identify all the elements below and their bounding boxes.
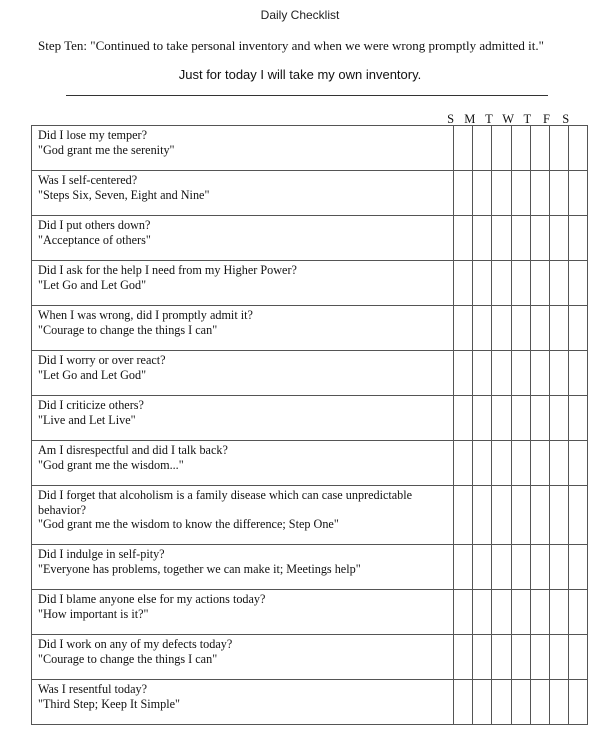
day-checkbox[interactable] (530, 306, 549, 351)
signature-line (66, 95, 548, 96)
question-text: Did I worry or over react? (38, 353, 166, 367)
question-cell (32, 216, 454, 261)
day-checkbox[interactable] (454, 261, 473, 306)
day-checkbox[interactable] (473, 261, 492, 306)
step-ten-text: Step Ten: "Continued to take personal inventory and when we were wrong promptly admitted it." (38, 38, 544, 53)
slogan-text: "Let Go and Let God" (38, 367, 147, 382)
day-checkbox[interactable] (530, 396, 549, 441)
day-checkbox[interactable] (473, 680, 492, 725)
day-checkbox[interactable] (492, 680, 511, 725)
question-text: Did I work on any of my defects today? (38, 637, 233, 651)
day-checkbox[interactable] (473, 171, 492, 216)
question-cell (32, 261, 454, 306)
day-checkbox[interactable] (454, 171, 473, 216)
table-row (32, 126, 588, 171)
question-text: Did I criticize others? (38, 398, 144, 412)
slogan-text: "Let Go and Let God" (38, 277, 147, 292)
question-cell (32, 635, 454, 680)
day-checkbox[interactable] (569, 126, 588, 171)
day-checkbox[interactable] (473, 441, 492, 486)
slogan-text: "God grant me the wisdom..." (38, 457, 184, 472)
question-text: Was I resentful today? (38, 682, 148, 696)
question-cell (32, 441, 454, 486)
day-checkbox[interactable] (473, 351, 492, 396)
table-row (32, 216, 588, 261)
day-checkbox[interactable] (511, 486, 530, 545)
day-checkbox[interactable] (492, 590, 511, 635)
table-row (32, 590, 588, 635)
day-checkbox[interactable] (511, 441, 530, 486)
slogan-text: "Third Step; Keep It Simple" (38, 696, 180, 711)
table-row (32, 545, 588, 590)
day-checkbox[interactable] (511, 680, 530, 725)
day-checkbox[interactable] (549, 680, 568, 725)
day-checkbox[interactable] (473, 396, 492, 441)
day-checkbox[interactable] (549, 441, 568, 486)
day-checkbox[interactable] (511, 545, 530, 590)
table-row (32, 486, 588, 545)
day-checkbox[interactable] (530, 261, 549, 306)
day-checkbox[interactable] (473, 216, 492, 261)
day-checkbox[interactable] (511, 351, 530, 396)
day-checkbox[interactable] (454, 635, 473, 680)
question-text: Was I self-centered? (38, 173, 138, 187)
day-header-sat: S (562, 112, 570, 126)
question-text: Did I ask for the help I need from my Higher Power? (38, 263, 297, 277)
question-text: Did I forget that alcoholism is a family disease which can case unpredictable behavior? (38, 488, 413, 517)
question-cell (32, 126, 454, 171)
question-text: Did I blame anyone else for my actions today? (38, 592, 266, 606)
table-row (32, 306, 588, 351)
day-header-tue: T (485, 112, 493, 126)
day-checkbox[interactable] (473, 590, 492, 635)
day-checkbox[interactable] (549, 635, 568, 680)
slogan-text: "Everyone has problems, together we can make it; Meetings help" (38, 561, 361, 576)
day-checkbox[interactable] (454, 216, 473, 261)
question-text: Did I put others down? (38, 218, 151, 232)
day-checkbox[interactable] (492, 126, 511, 171)
slogan-text: "Steps Six, Seven, Eight and Nine" (38, 187, 210, 202)
day-checkbox[interactable] (511, 590, 530, 635)
day-checkbox[interactable] (492, 306, 511, 351)
question-cell (32, 351, 454, 396)
slogan-text: "Acceptance of others" (38, 232, 151, 247)
day-checkbox[interactable] (530, 441, 549, 486)
slogan-text: "God grant me the wisdom to know the difference; Step One" (38, 517, 339, 532)
day-checkbox[interactable] (549, 171, 568, 216)
question-cell (32, 486, 454, 545)
day-checkbox[interactable] (569, 171, 588, 216)
table-row (32, 171, 588, 216)
day-checkbox[interactable] (549, 261, 568, 306)
day-checkbox[interactable] (454, 396, 473, 441)
day-checkbox[interactable] (569, 261, 588, 306)
day-checkbox[interactable] (549, 545, 568, 590)
day-checkbox[interactable] (511, 396, 530, 441)
day-checkbox[interactable] (569, 680, 588, 725)
question-cell (32, 306, 454, 351)
page-title: Daily Checklist (260, 8, 340, 22)
day-checkbox[interactable] (511, 306, 530, 351)
day-checkbox[interactable] (454, 680, 473, 725)
question-cell (32, 680, 454, 725)
day-checkbox[interactable] (473, 306, 492, 351)
day-checkbox[interactable] (549, 216, 568, 261)
table-row (32, 261, 588, 306)
slogan-text: "Courage to change the things I can" (38, 651, 218, 666)
day-checkbox[interactable] (530, 126, 549, 171)
day-checkbox[interactable] (569, 441, 588, 486)
day-checkbox[interactable] (454, 545, 473, 590)
table-row (32, 635, 588, 680)
question-text: Am I disrespectful and did I talk back? (38, 443, 228, 457)
day-checkbox[interactable] (549, 126, 568, 171)
day-checkbox[interactable] (473, 486, 492, 545)
table-row (32, 351, 588, 396)
day-checkbox[interactable] (454, 306, 473, 351)
checklist-table (31, 125, 588, 725)
day-checkbox[interactable] (530, 351, 549, 396)
day-checkbox[interactable] (530, 216, 549, 261)
day-checkbox[interactable] (511, 171, 530, 216)
day-checkbox[interactable] (454, 126, 473, 171)
day-checkbox[interactable] (492, 486, 511, 545)
day-checkbox[interactable] (569, 486, 588, 545)
day-checkbox[interactable] (492, 441, 511, 486)
question-cell (32, 590, 454, 635)
day-checkbox[interactable] (549, 486, 568, 545)
slogan-text: "God grant me the serenity" (38, 142, 175, 157)
slogan-text: "How important is it?" (38, 606, 149, 621)
day-checkbox[interactable] (530, 486, 549, 545)
inventory-statement: Just for today I will take my own inventory. (178, 67, 422, 82)
slogan-text: "Live and Let Live" (38, 412, 136, 427)
day-checkbox[interactable] (530, 590, 549, 635)
day-checkbox[interactable] (511, 635, 530, 680)
day-checkbox[interactable] (454, 351, 473, 396)
question-text: Did I indulge in self-pity? (38, 547, 165, 561)
question-cell (32, 171, 454, 216)
day-checkbox[interactable] (569, 216, 588, 261)
table-row (32, 441, 588, 486)
day-checkbox[interactable] (454, 486, 473, 545)
question-text: When I was wrong, did I promptly admit it? (38, 308, 253, 322)
day-checkbox[interactable] (473, 545, 492, 590)
day-checkbox[interactable] (492, 635, 511, 680)
day-checkbox[interactable] (492, 396, 511, 441)
day-checkbox[interactable] (530, 171, 549, 216)
day-checkbox[interactable] (492, 261, 511, 306)
day-checkbox[interactable] (473, 126, 492, 171)
table-row (32, 396, 588, 441)
day-checkbox[interactable] (569, 306, 588, 351)
day-checkbox[interactable] (530, 680, 549, 725)
day-checkbox[interactable] (569, 351, 588, 396)
day-checkbox[interactable] (492, 351, 511, 396)
day-header-wed: W (502, 112, 515, 126)
day-checkbox[interactable] (569, 545, 588, 590)
day-checkbox[interactable] (473, 635, 492, 680)
day-checkbox[interactable] (549, 351, 568, 396)
day-checkbox[interactable] (569, 635, 588, 680)
day-checkbox[interactable] (569, 590, 588, 635)
day-header-fri: F (543, 112, 550, 126)
day-checkbox[interactable] (549, 396, 568, 441)
day-checkbox[interactable] (511, 126, 530, 171)
day-checkbox[interactable] (530, 635, 549, 680)
day-checkbox[interactable] (530, 545, 549, 590)
table-row (32, 680, 588, 725)
day-checkbox[interactable] (454, 441, 473, 486)
day-checkbox[interactable] (549, 590, 568, 635)
day-checkbox[interactable] (492, 171, 511, 216)
day-checkbox[interactable] (549, 306, 568, 351)
day-checkbox[interactable] (511, 261, 530, 306)
slogan-text: "Courage to change the things I can" (38, 322, 218, 337)
day-checkbox[interactable] (454, 590, 473, 635)
day-checkbox[interactable] (569, 396, 588, 441)
day-header-thu: T (523, 112, 532, 126)
day-checkbox[interactable] (492, 216, 511, 261)
day-checkbox[interactable] (511, 216, 530, 261)
question-cell (32, 396, 454, 441)
day-header-sun: S (447, 112, 455, 126)
question-cell (32, 545, 454, 590)
day-checkbox[interactable] (492, 545, 511, 590)
day-header-mon: M (464, 112, 476, 126)
question-text: Did I lose my temper? (38, 128, 147, 142)
